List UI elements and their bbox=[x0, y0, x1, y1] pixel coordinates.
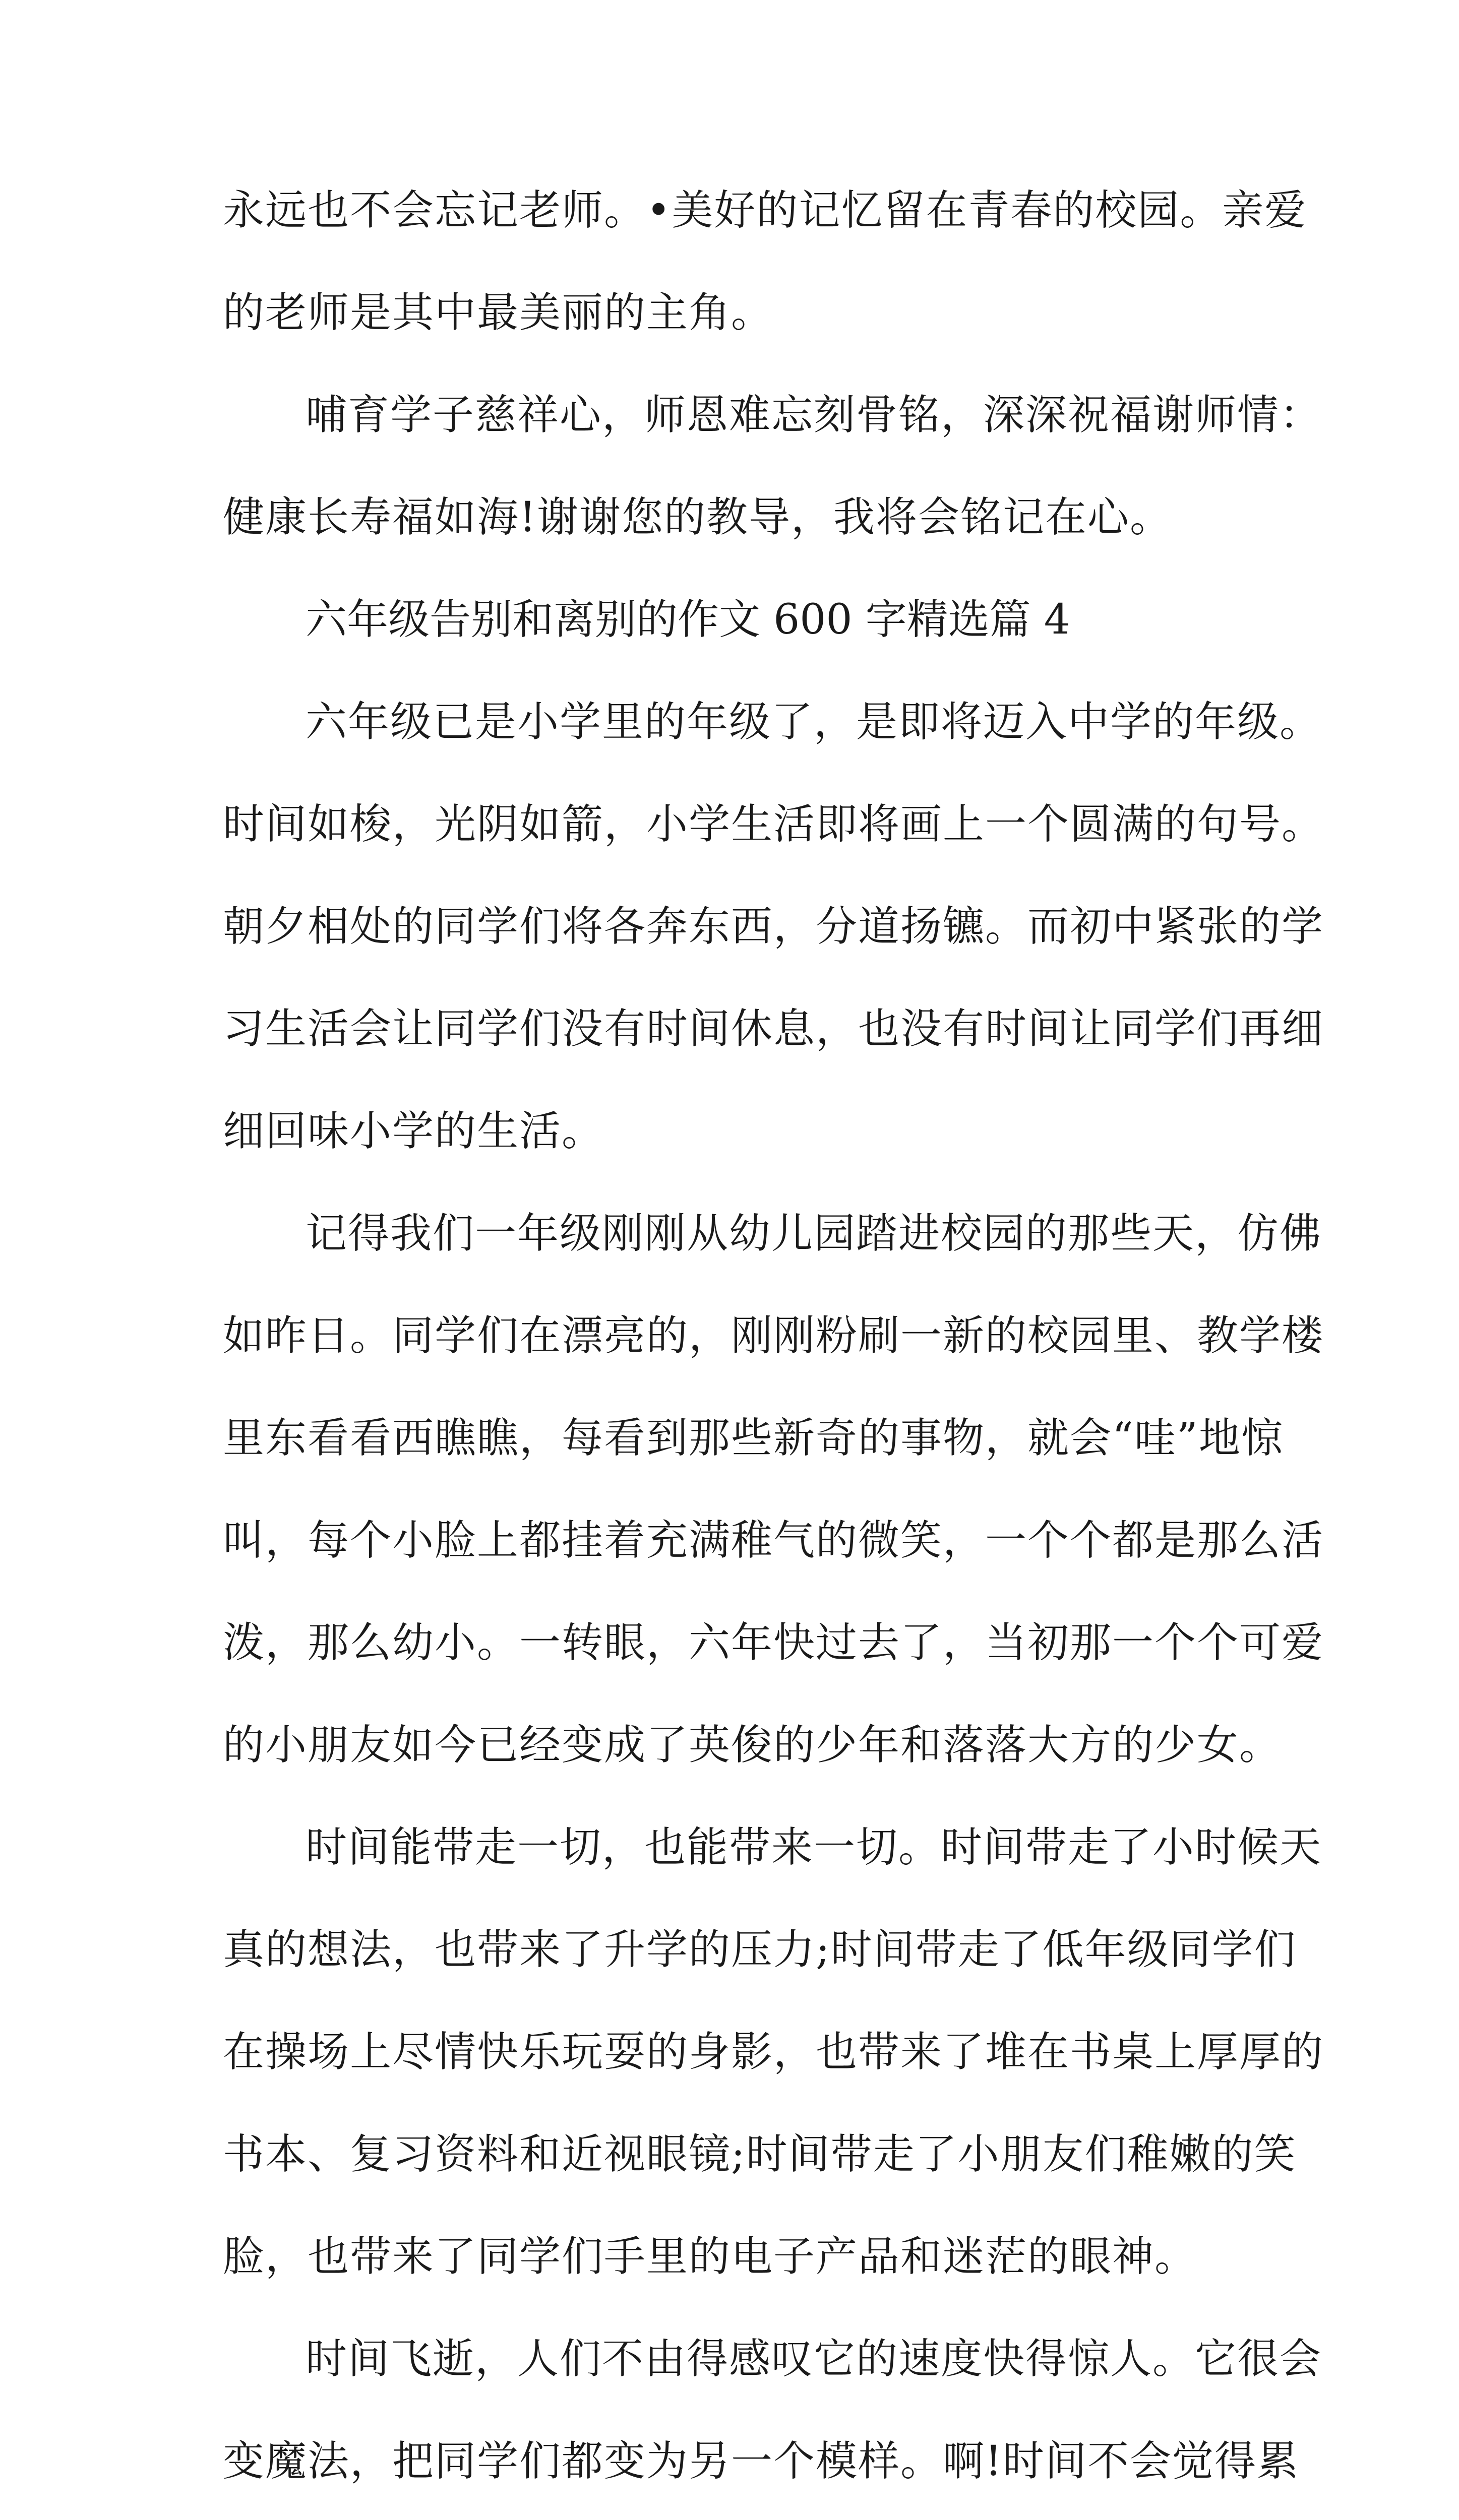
text-line: 细回味小学的生活。 bbox=[223, 1107, 604, 1155]
text-line: 六年级已是小学里的年级了，是即将迈入中学的年级。 bbox=[306, 698, 1322, 746]
text-line: 健康长寿福如海!谢谢您的教导，我将会铭记在心。 bbox=[223, 493, 1172, 541]
text-line: 时间能带走一切，也能带来一切。时间带走了小时候天 bbox=[306, 1823, 1322, 1871]
text-line: 真的想法，也带来了升学的压力;时间带走了低年级同学们 bbox=[223, 1926, 1297, 1974]
text-line: 的小朋友如今已经变成了英俊的少年和落落大方的少女。 bbox=[223, 1721, 1282, 1769]
text-line: 脸，也带来了同学们手里的电子产品和迷茫的眼神。 bbox=[223, 2233, 1197, 2281]
text-line: 书本、复习资料和近视眼镜;时间带走了小朋友们稚嫩的笑 bbox=[223, 2130, 1297, 2178]
text-line: 朝夕相处的同学们将各奔东西，分道扬镳。而初中紧张的学 bbox=[223, 903, 1324, 951]
text-line: 时间如梭，光阴如箭，小学生活即将画上一个圆满的句号。 bbox=[223, 800, 1324, 848]
text-line: 哺育学子慈祥心，师恩难忘刻骨铭，深深祝福谢师情： bbox=[306, 391, 1322, 439]
text-line: 习生活会让同学们没有时间休息，也没有时间让同学们再细 bbox=[223, 1005, 1324, 1053]
document-body bbox=[223, 186, 1324, 2520]
text-line: 在操场上尽情快乐玩耍的身影，也带来了堆在书桌上厚厚的 bbox=[223, 2028, 1324, 2076]
text-line: 记得我们一年级刚刚从幼儿园踏进校园的那些天，仿佛 bbox=[306, 1210, 1322, 1257]
text-line: 变魔法，把同学们都变为另一个模样。啊!时间不会觉得累 bbox=[223, 2437, 1299, 2485]
text-line: 泼，那么幼小。一转眼，六年快过去了，当初那一个个可爱 bbox=[223, 1619, 1324, 1667]
text-line: 叫，每个小脸上都挂着充满稚气的微笑，一个个都是那么活 bbox=[223, 1517, 1324, 1564]
text-line: 里东看看西瞧瞧，每看到那些新奇的事物，就会“哇”地惊 bbox=[223, 1414, 1284, 1462]
text-line: 永远也不会忘记老师。•美好的记忆留在青春的校园。亲爱 bbox=[223, 186, 1307, 234]
text-line: 如昨日。同学们在漂亮的，刚刚粉刷一新的校园里、教学楼 bbox=[223, 1312, 1324, 1360]
text-line: 的老师是其中最美丽的主角。 bbox=[223, 289, 774, 337]
section-heading: 六年级告别和离别的作文 600 字精选篇 4 bbox=[306, 596, 1070, 644]
text-line: 时间飞逝，人们不由得感叹它的速度快得惊人。它很会 bbox=[306, 2335, 1322, 2383]
